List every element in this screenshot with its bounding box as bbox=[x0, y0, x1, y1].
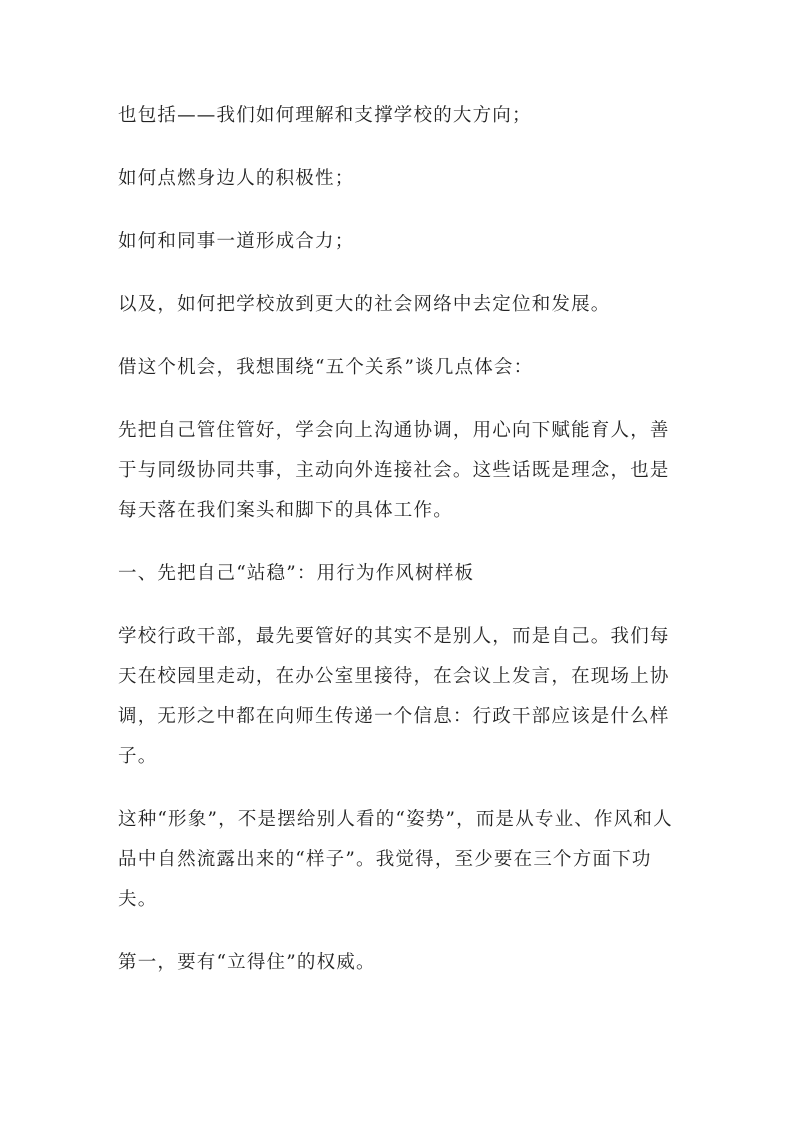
section-heading: 一、先把自己“站稳”：用行为作风树样板 bbox=[118, 563, 475, 584]
paragraph: 以及，如何把学校放到更大的社会网络中去定位和发展。 bbox=[118, 294, 611, 315]
paragraph: 如何和同事一道形成合力； bbox=[118, 231, 355, 252]
paragraph: 学校行政干部，最先要管好的其实不是别人，而是自己。我们每天在校园里走动，在办公室里接待，在会议上发言，在现场上协调，无形之中都在向师生传递一个信息：行政干部应该是什么样子。 bbox=[118, 626, 670, 767]
paragraph: 借这个机会，我想围绕“五个关系”谈几点体会： bbox=[118, 357, 534, 378]
paragraph: 也包括——我们如何理解和支撑学校的大方向； bbox=[118, 105, 532, 126]
paragraph: 第一，要有“立得住”的权威。 bbox=[118, 952, 376, 973]
paragraph: 这种“形象”，不是摆给别人看的“姿势”，而是从专业、作风和人品中自然流露出来的“样子”。我觉得，至少要在三个方面下功夫。 bbox=[118, 809, 673, 910]
paragraph: 先把自己管住管好，学会向上沟通协调，用心向下赋能育人，善于与同级协同共事，主动向外连接社会。这些话既是理念，也是每天落在我们案头和脚下的具体工作。 bbox=[118, 420, 670, 521]
document-body bbox=[118, 96, 678, 1006]
paragraph: 如何点燃身边人的积极性； bbox=[118, 168, 355, 189]
